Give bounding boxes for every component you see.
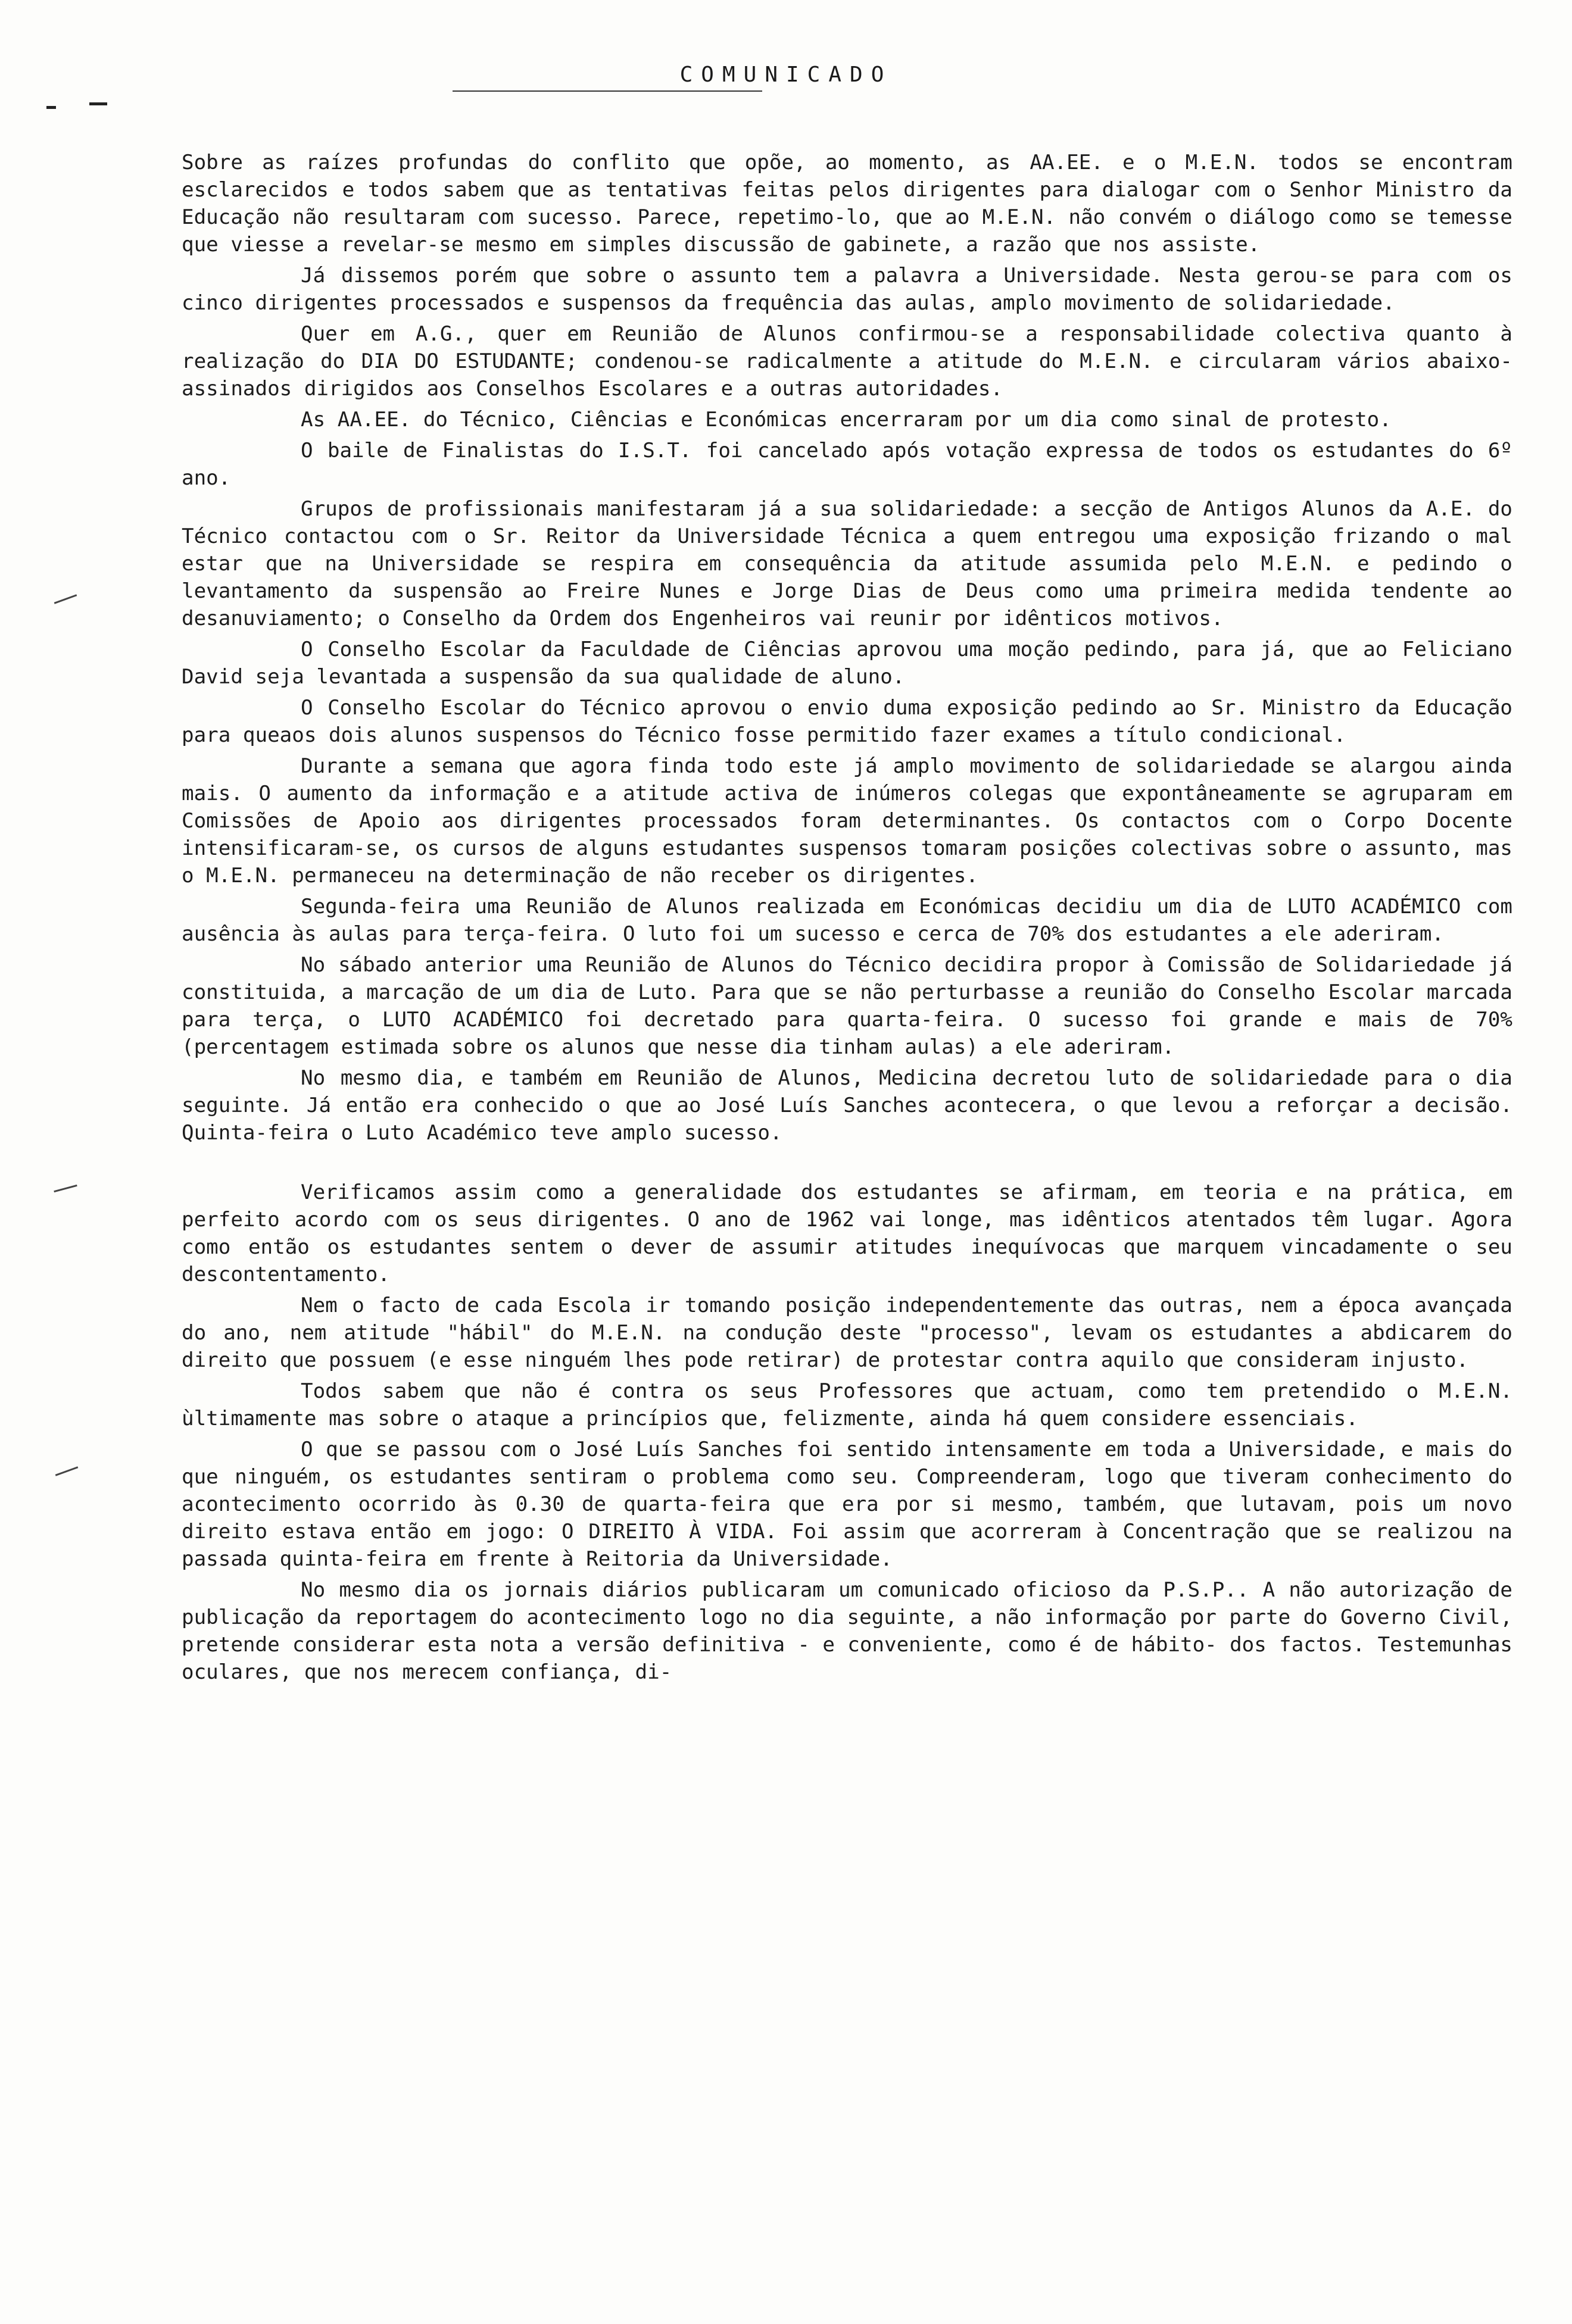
stray-ink-mark bbox=[89, 102, 107, 105]
margin-mark bbox=[54, 594, 77, 604]
paragraph: Quer em A.G., quer em Reunião de Alunos confirmou-se a responsabilidade colectiva quanto à realização do DIA DO ESTUDANTE; condenou-se radicalmente a atitude do M.E.N. e circularam vários abaixo-assinados dirigidos aos Conselhos Escolares e a outras autoridades. bbox=[182, 322, 1512, 401]
paragraph: Sobre as raízes profundas do conflito que opõe, ao momento, as AA.EE. e o M.E.N. todos se encontram esclarecidos e todos sabem que as tentativas feitas pelos dirigentes para dialogar com o Senhor Ministro da Educação não resultaram com sucesso. Parece, repetimo-lo, que ao M.E.N. não convém o diálogo como se temesse que viesse a revelar-se mesmo em simples discussão de gabinete, a razão que nos assiste. bbox=[182, 151, 1512, 257]
paragraph: Verificamos assim como a generalidade dos estudantes se afirmam, em teoria e na prática, em perfeito acordo com os seus dirigentes. O ano de 1962 vai longe, mas idênticos atentados têm lugar. Agora como então os estudantes sentem o dever de assumir atitudes inequívocas que marquem vincadamente o seu descontentamento. bbox=[182, 1180, 1512, 1286]
document-title: COMUNICADO bbox=[679, 63, 893, 87]
paragraph: Nem o facto de cada Escola ir tomando posição independentemente das outras, nem a época avançada do ano, nem atitude "hábil" do M.E.N. na condução deste "processo", levam os estudantes a abdicarem do direito que possuem (e esse ninguém lhes pode retirar) de protestar contra aquilo que consideram injusto. bbox=[182, 1294, 1512, 1372]
document-body bbox=[182, 149, 1512, 1686]
margin-mark bbox=[55, 1466, 79, 1476]
paragraph: No mesmo dia, e também em Reunião de Alunos, Medicina decretou luto de solidariedade para o dia seguinte. Já então era conhecido o que ao José Luís Sanches acontecera, o que levou a reforçar a decisão. Quinta-feira o Luto Académico teve amplo sucesso. bbox=[182, 1066, 1512, 1145]
paragraph: O Conselho Escolar do Técnico aprovou o envio duma exposição pedindo ao Sr. Ministro da Educação para queaos dois alunos suspensos do Técnico fosse permitido fazer exames a título condicional. bbox=[182, 696, 1512, 747]
paragraph: O que se passou com o José Luís Sanches foi sentido intensamente em toda a Universidade, e mais do que ninguém, os estudantes sentiram o problema como seu. Compreenderam, logo que tiveram conhecimento do acontecimento ocorrido às 0.30 de quarta-feira que era por si mesmo, também, que lutavam, pois um novo direito estava então em jogo: O DIREITO À VIDA. Foi assim que acorreram à Concentração que se realizou na passada quinta-feira em frente à Reitoria da Universidade. bbox=[182, 1438, 1512, 1571]
paragraph: Segunda-feira uma Reunião de Alunos realizada em Económicas decidiu um dia de LUTO ACADÉMICO com ausência às aulas para terça-feira. O luto foi um sucesso e cerca de 70% dos estudantes a ele aderiram. bbox=[182, 895, 1512, 946]
paragraph: O Conselho Escolar da Faculdade de Ciências aprovou uma moção pedindo, para já, que ao Feliciano David seja levantada a suspensão da sua qualidade de aluno. bbox=[182, 638, 1512, 689]
paragraph: No mesmo dia os jornais diários publicaram um comunicado oficioso da P.S.P.. A não autorização de publicação da reportagem do acontecimento logo no dia seguinte, a não informação por parte do Governo Civil, pretende considerar esta nota a versão definitiva - e conveniente, como é de hábito- dos factos. Testemunhas oculares, que nos merecem confiança, di- bbox=[182, 1578, 1512, 1684]
title-underline bbox=[453, 90, 762, 92]
paragraph: Durante a semana que agora finda todo este já amplo movimento de solidariedade se alargou ainda mais. O aumento da informação e a atitude activa de inúmeros colegas que expontâneamente se agruparam em Comissões de Apoio aos dirigentes processados foram determinantes. Os contactos com o Corpo Docente intensificaram-se, os cursos de alguns estudantes suspensos tomaram posições colectivas sobre o assunto, mas o M.E.N. permaneceu na determinação de não receber os dirigentes. bbox=[182, 754, 1512, 888]
paragraph: Todos sabem que não é contra os seus Professores que actuam, como tem pretendido o M.E.N. ùltimamente mas sobre o ataque a princípios que, felizmente, ainda há quem considere essenciais. bbox=[182, 1379, 1512, 1430]
paragraph: Grupos de profissionais manifestaram já a sua solidariedade: a secção de Antigos Alunos da A.E. do Técnico contactou com o Sr. Reitor da Universidade Técnica a quem entregou uma exposição frizando o mal estar que na Universidade se respira em consequência da atitude assumida pelo M.E.N. e pedindo o levantamento da suspensão ao Freire Nunes e Jorge Dias de Deus como uma primeira medida tendente ao desanuviamento; o Conselho da Ordem dos Engenheiros vai reunir por idênticos motivos. bbox=[182, 497, 1512, 630]
paragraph: No sábado anterior uma Reunião de Alunos do Técnico decidira propor à Comissão de Solidariedade já constituida, a marcação de um dia de Luto. Para que se não perturbasse a reunião do Conselho Escolar marcada para terça, o LUTO ACADÉMICO foi decretado para quarta-feira. O sucesso foi grande e mais de 70% (percentagem estimada sobre os alunos que nesse dia tinham aulas) a ele aderiram. bbox=[182, 953, 1512, 1059]
paragraph: Já dissemos porém que sobre o assunto tem a palavra a Universidade. Nesta gerou-se para com os cinco dirigentes processados e suspensos da frequência das aulas, amplo movimento de solidariedade. bbox=[182, 264, 1512, 315]
paragraph: As AA.EE. do Técnico, Ciências e Económicas encerraram por um dia como sinal de protesto. bbox=[301, 408, 1392, 432]
stray-ink-mark bbox=[46, 106, 56, 109]
margin-mark bbox=[54, 1185, 77, 1192]
paragraph: O baile de Finalistas do I.S.T. foi cancelado após votação expressa de todos os estudantes do 6º ano. bbox=[182, 439, 1512, 490]
